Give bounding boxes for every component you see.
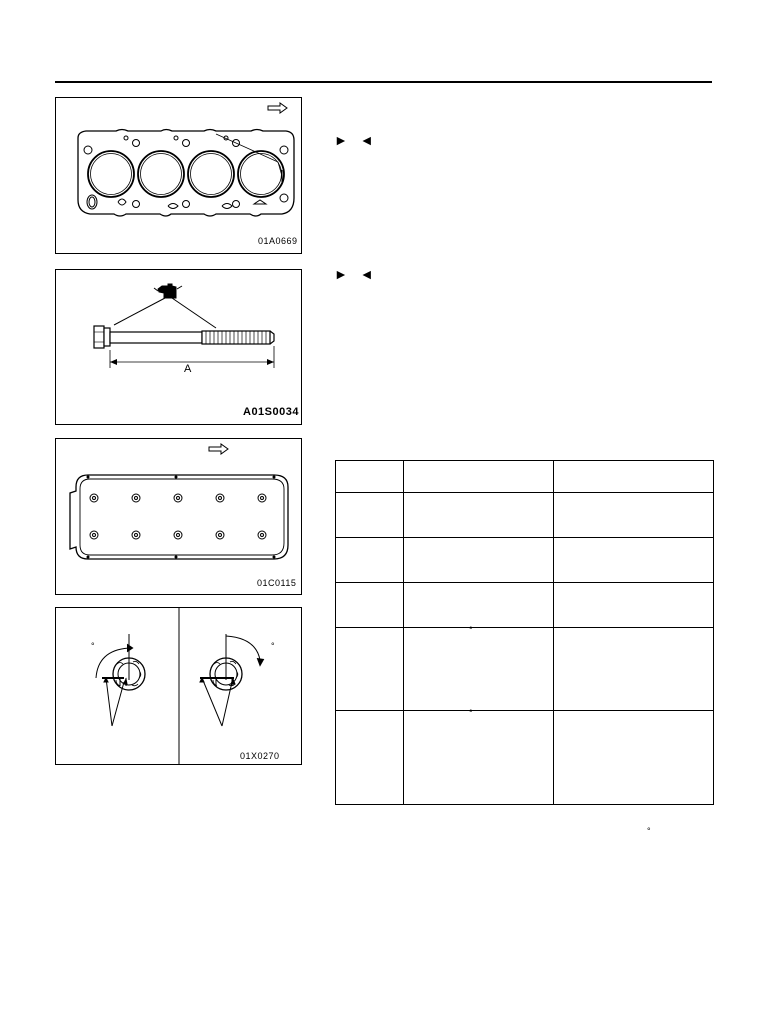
degree-mark: ° bbox=[271, 641, 275, 651]
procedure-marker: ► ◄ bbox=[334, 132, 378, 148]
footnote-degree-mark: ° bbox=[647, 826, 651, 836]
table-cell bbox=[404, 708, 554, 805]
table-cell bbox=[554, 711, 714, 805]
table-cell bbox=[404, 583, 554, 628]
table-cell bbox=[404, 538, 554, 583]
table-row bbox=[336, 493, 714, 538]
figure-bolt-rotation bbox=[55, 607, 302, 765]
table-cell bbox=[336, 583, 404, 628]
header-rule bbox=[55, 81, 712, 83]
table-cell bbox=[404, 461, 554, 493]
figure-cover-gasket bbox=[55, 438, 302, 595]
table-cell bbox=[336, 493, 404, 538]
table-row bbox=[336, 583, 714, 628]
degree-mark: ° bbox=[469, 708, 473, 718]
table-cell bbox=[554, 461, 714, 493]
table-cell bbox=[554, 628, 714, 711]
table-cell bbox=[554, 583, 714, 628]
table-cell bbox=[336, 628, 404, 711]
figure-head-bolt bbox=[55, 269, 302, 425]
front-arrow-icon bbox=[268, 103, 287, 113]
head-gasket-drawing bbox=[56, 98, 301, 253]
torque-table bbox=[335, 460, 714, 805]
figure-id: A01S0034 bbox=[243, 406, 299, 418]
table-row bbox=[336, 538, 714, 583]
table-cell bbox=[336, 711, 404, 805]
table-row bbox=[336, 711, 714, 805]
cover-gasket-drawing bbox=[56, 439, 301, 594]
table-row bbox=[336, 628, 714, 711]
degree-mark: ° bbox=[469, 625, 473, 635]
figure-head-gasket bbox=[55, 97, 302, 254]
table-cell bbox=[404, 493, 554, 538]
figure-id: 01C0115 bbox=[257, 578, 297, 588]
figure-id: 01A0669 bbox=[258, 236, 298, 246]
table-cell bbox=[336, 538, 404, 583]
bolt-rotation-drawing bbox=[56, 608, 301, 764]
table-cell bbox=[404, 625, 554, 711]
table-row bbox=[336, 461, 714, 493]
figure-id: 01X0270 bbox=[240, 751, 280, 761]
dimension-label: A bbox=[184, 363, 192, 375]
head-bolt-drawing bbox=[56, 270, 301, 424]
degree-mark: ° bbox=[91, 641, 95, 651]
table-cell bbox=[554, 538, 714, 583]
front-arrow-icon bbox=[209, 444, 228, 454]
table-cell bbox=[554, 493, 714, 538]
procedure-marker: ► ◄ bbox=[334, 266, 378, 282]
oil-can-icon bbox=[154, 284, 182, 298]
table-cell bbox=[336, 461, 404, 493]
